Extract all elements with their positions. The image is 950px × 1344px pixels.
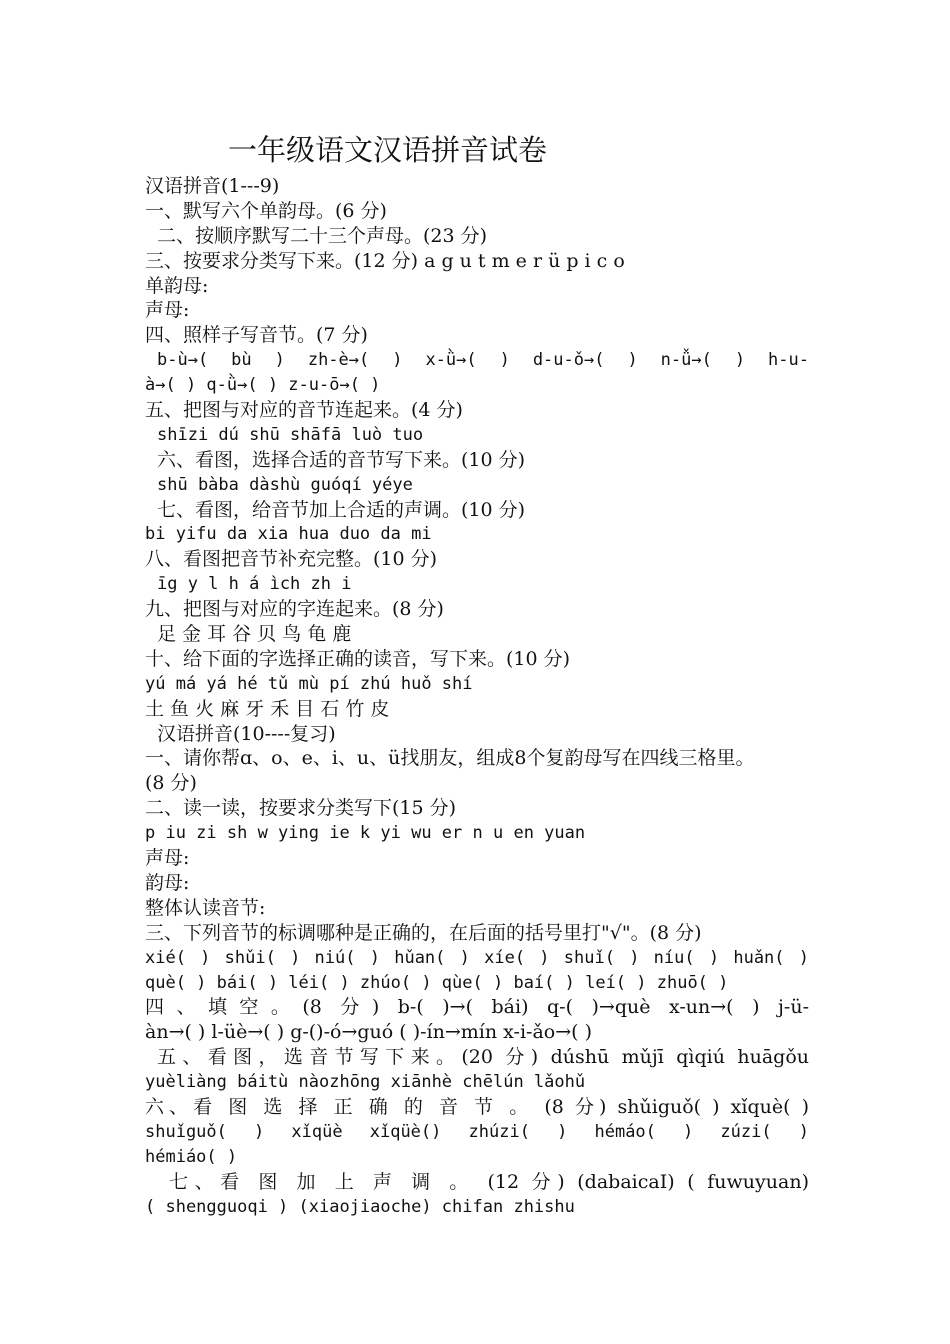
pinyin-line: bi yifu da xia hua duo da mi	[145, 524, 432, 545]
section-heading: 汉语拼音(1---9)	[145, 175, 280, 197]
review-question-2: 二、读一读，按要求分类写下(15 分)	[145, 797, 457, 820]
question-1: 一、默写六个单韵母。(6 分)	[145, 199, 387, 222]
review-question-4: 四、填空。(8 分) b-( )→( bái) q-( )→què x-un→( ) j-ü-	[145, 996, 809, 1019]
question-6: 六、看图，选择合适的音节写下来。(10 分)	[157, 448, 526, 471]
pinyin-line: hémiáo( )	[145, 1146, 238, 1167]
pinyin-line: shuǐguǒ( ) xǐqüè xǐqüè() zhúzi( ) hémáo( ) zúzi( )	[145, 1121, 809, 1142]
pinyin-line: què( ) bái( ) léi( ) zhúo( ) qùe( ) baí( ) leí( ) zhuō( )	[145, 972, 729, 993]
pinyin-line: xié( ) shǔi( ) niú( ) hǔan( ) xíe( ) shuǐ( ) níu( ) huǎn( )	[145, 947, 809, 968]
exam-body	[145, 174, 809, 1219]
pinyin-line: yú má yá hé tǔ mù pí zhú huǒ shí	[145, 673, 473, 694]
review-question-1: 一、请你帮ɑ、o、e、i、u、ü找朋友，组成8个复韵母写在四线三格里。	[145, 747, 755, 770]
answer-label-whole-syllables: 整体认读音节:	[145, 896, 266, 919]
pinyin-line: īg y l h á ìch zh i	[157, 574, 352, 595]
question-4: 四、照样子写音节。(7 分)	[145, 324, 368, 347]
page-title: 一年级语文汉语拼音试卷	[228, 133, 548, 167]
pinyin-line: à→( ) q-ǜ→( ) z-u-ō→( )	[145, 375, 381, 396]
pinyin-line: ( shengguoqi ) (xiaojiaoche) chifan zhishu	[145, 1196, 575, 1217]
question-8: 八、看图把音节补充完整。(10 分)	[145, 548, 438, 571]
question-9: 九、把图与对应的字连起来。(8 分)	[145, 598, 444, 621]
review-question-4-cont: àn→( ) l-üè→( ) g-()-ó→guó ( )-ín→mín x-i-ǎo→( )	[145, 1021, 592, 1044]
question-7: 七、看图，给音节加上合适的声调。(10 分)	[157, 498, 526, 521]
review-question-7: 七、看 图 加 上 声 调 。 (12 分) (dabaicaI) ( fuwuyuan)	[169, 1170, 809, 1193]
answer-label-initials: 声母:	[145, 847, 190, 870]
pinyin-line: b-ù→( bù ) zh-è→( ) x-ǜ→( ) d-u-ǒ→( ) n-ǚ→( ) h-u-	[157, 350, 809, 371]
character-line: 足 金 耳 谷 贝 鸟 龟 鹿	[157, 623, 352, 646]
question-2: 二、按顺序默写二十三个声母。(23 分)	[157, 224, 488, 247]
question-10: 十、给下面的字选择正确的读音，写下来。(10 分)	[145, 647, 571, 670]
question-5: 五、把图与对应的音节连起来。(4 分)	[145, 399, 463, 422]
review-question-5: 五、看图，选音节写下来。(20 分) dúshū mǔjī qìqiú huāgǒu	[157, 1046, 809, 1069]
pinyin-line: yuèliàng báitù nàozhōng xiānhè chēlún lǎohǔ	[145, 1072, 586, 1093]
review-question-3: 三、下列音节的标调哪种是正确的，在后面的括号里打"√"。(8 分)	[145, 921, 702, 944]
section-heading: 汉语拼音(10----复习)	[157, 722, 336, 745]
review-question-6: 六、看 图 选 择 正 确 的 音 节 。 (8 分) shǔiguǒ( ) xǐquè( )	[145, 1095, 809, 1118]
character-line: 土 鱼 火 麻 牙 禾 目 石 竹 皮	[145, 697, 390, 720]
question-3: 三、按要求分类写下来。(12 分) a g u t m e r ü p i c o	[145, 249, 625, 272]
answer-label-vowels: 单韵母:	[145, 274, 209, 297]
answer-label-initials: 声母:	[145, 299, 190, 322]
review-question-1-score: (8 分)	[145, 772, 197, 795]
pinyin-line: shū bàba dàshù guóqí yéye	[157, 474, 413, 495]
pinyin-line: p iu zi sh w ying ie k yi wu er n u en yuan	[145, 823, 586, 844]
pinyin-line: shīzi dú shū shāfā luò tuo	[157, 424, 424, 445]
answer-label-finals: 韵母:	[145, 871, 190, 894]
